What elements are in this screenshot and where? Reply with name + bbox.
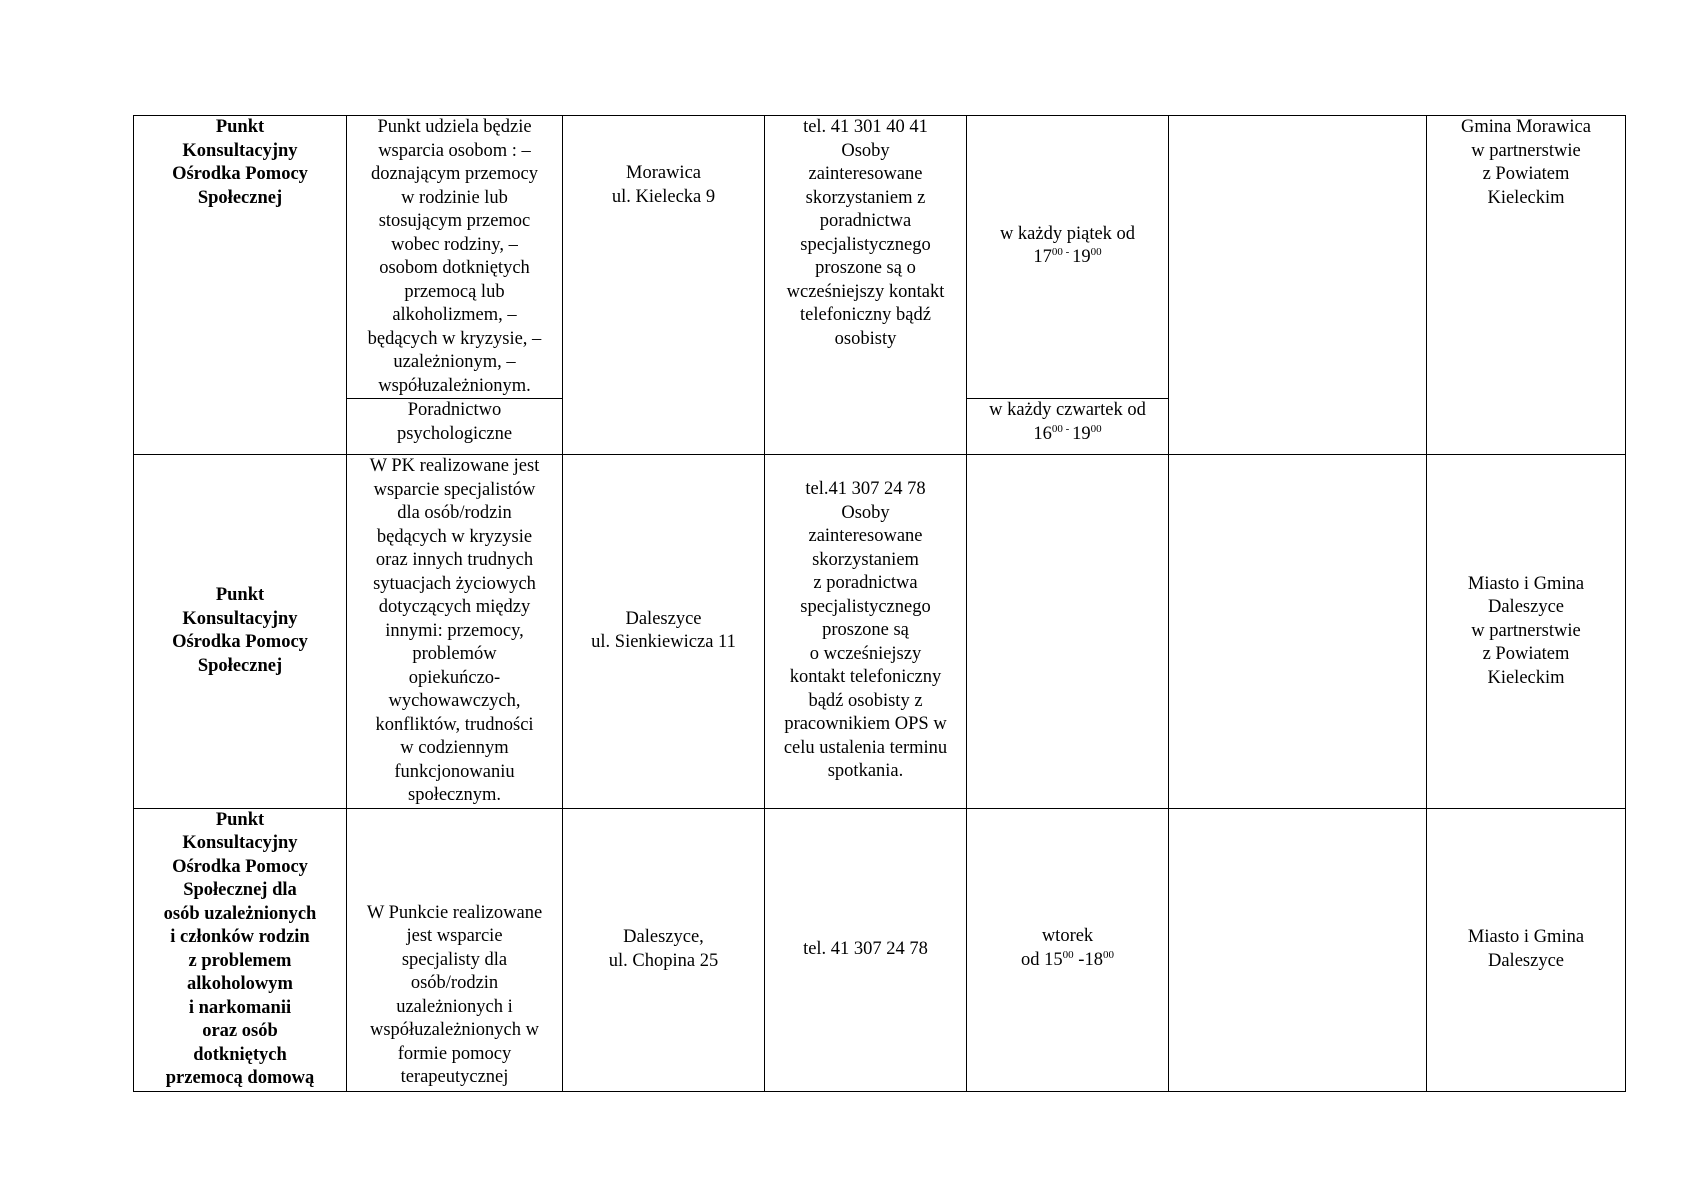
- text-line: Miasto i Gmina: [1467, 573, 1585, 594]
- text-line: innymi: przemocy,: [385, 620, 524, 641]
- services-table: [133, 115, 1626, 1092]
- text-line: dla osób/rodzin: [397, 503, 512, 523]
- text-line: Ośrodka Pomocy: [172, 632, 308, 653]
- text-line: o wcześniejszy: [809, 643, 922, 664]
- hours-from-minutes: 00: [1051, 422, 1063, 435]
- point-name-cell: [134, 116, 347, 455]
- text-line: Morawica: [626, 163, 701, 183]
- hours-separator: -: [1062, 422, 1073, 435]
- hours-label: wtorek: [1041, 926, 1094, 946]
- text-line: Punkt: [215, 117, 265, 137]
- text-line: problemów: [412, 644, 497, 664]
- text-line: formie pomocy: [397, 1043, 512, 1064]
- point-name-cell: [134, 808, 347, 1091]
- description-cell: [347, 808, 563, 1091]
- text-line: skorzystaniem z: [805, 187, 926, 208]
- text-line: spotkania.: [827, 761, 904, 781]
- hours-from: 15: [1044, 949, 1063, 970]
- hours-to-minutes: 00: [1090, 422, 1102, 435]
- contact-cell: [765, 808, 967, 1091]
- hours-separator: -: [1062, 246, 1073, 258]
- hours-from: 17: [1033, 247, 1052, 267]
- text-line: osób uzależnionych: [163, 903, 317, 924]
- text-line: bądź osobisty z: [808, 690, 923, 711]
- text-line: Ośrodka Pomocy: [172, 856, 308, 877]
- hours-from-minutes: 00: [1062, 948, 1074, 961]
- text-line: W PK realizowane jest: [369, 456, 540, 476]
- contact-cell: [765, 455, 967, 809]
- hours-separator: -: [1073, 949, 1085, 970]
- text-line: alkoholizmem, –: [392, 305, 517, 325]
- description-cell: [347, 116, 563, 399]
- hours-cell: [967, 455, 1169, 809]
- text-line: Miasto i Gmina: [1467, 927, 1585, 947]
- description-cell-2: [347, 399, 563, 455]
- text-line: proszone są o: [815, 258, 916, 278]
- text-line: alkoholowym: [187, 974, 293, 994]
- text-line: Osoby: [841, 140, 890, 161]
- hours-from-prefix: od: [1021, 949, 1045, 970]
- hours-label: w każdy czwartek od: [989, 400, 1146, 420]
- hours-from: 16: [1033, 423, 1052, 444]
- text-line: poradnictwa: [819, 211, 912, 231]
- text-line: psychologiczne: [396, 423, 513, 444]
- text-line: oraz innych trudnych: [375, 550, 534, 570]
- text-line: wsparcie specjalistów: [373, 479, 536, 500]
- text-line: społecznym.: [408, 785, 501, 805]
- text-line: Osoby: [841, 502, 890, 523]
- text-line: Ośrodka Pomocy: [172, 164, 308, 184]
- text-line: Daleszyce: [1487, 597, 1564, 617]
- text-line: ul. Chopina 25: [608, 950, 719, 971]
- hours-from-minutes: 00: [1051, 246, 1063, 258]
- text-line: Społecznej dla: [183, 880, 297, 900]
- text-line: Kieleckim: [1487, 667, 1565, 688]
- text-line: wsparcia osobom : –: [378, 140, 531, 161]
- hours-cell-2: [967, 399, 1169, 455]
- organizer-cell: [1427, 808, 1626, 1091]
- description-cell: [347, 455, 563, 809]
- hours-to: 19: [1072, 247, 1091, 267]
- text-line: Kieleckim: [1487, 187, 1565, 208]
- text-line: Społecznej: [197, 655, 283, 676]
- text-line: będących w kryzysie, –: [367, 328, 542, 349]
- text-line: współuzależnionym.: [378, 375, 531, 396]
- text-line: Gmina Morawica: [1461, 117, 1591, 137]
- text-line: osobom dotkniętych: [379, 258, 530, 278]
- point-name-cell: [134, 455, 347, 809]
- table-row: [134, 808, 1626, 1091]
- text-line: tel.41 307 24 78: [805, 479, 926, 499]
- text-line: terapeutycznej: [400, 1067, 509, 1087]
- text-line: specjalisty dla: [401, 949, 508, 970]
- hours-cell: [967, 116, 1169, 399]
- text-line: ul. Kielecka 9: [611, 186, 716, 207]
- contact-cell: [765, 116, 967, 455]
- text-line: tel. 41 301 40 41: [803, 117, 928, 137]
- text-line: specjalistycznego: [800, 234, 931, 255]
- text-line: Konsultacyjny: [182, 608, 298, 629]
- text-line: wychowawczych,: [388, 691, 521, 711]
- text-line: Daleszyce,: [623, 927, 704, 947]
- text-line: specjalistycznego: [800, 596, 931, 617]
- text-line: stosującym przemoc: [378, 211, 531, 231]
- text-line: będących w kryzysie: [376, 526, 533, 547]
- text-line: wcześniejszy kontakt: [786, 281, 945, 302]
- text-line: Daleszyce: [1487, 950, 1564, 971]
- extra-cell: [1169, 455, 1427, 809]
- text-line: skorzystaniem: [812, 549, 919, 570]
- text-line: Poradnictwo: [407, 400, 502, 420]
- text-line: dotyczących między: [378, 597, 531, 617]
- text-line: przemocą domową: [165, 1068, 315, 1088]
- text-line: współuzależnionych w: [369, 1020, 540, 1040]
- text-line: konfliktów, trudności: [375, 714, 534, 735]
- text-line: opiekuńczo-: [408, 667, 501, 688]
- text-line: osób/rodzin: [410, 973, 499, 993]
- text-line: Punkt udziela będzie: [377, 117, 532, 137]
- text-line: w partnerstwie: [1471, 620, 1581, 641]
- extra-cell: [1169, 808, 1427, 1091]
- text-line: celu ustalenia terminu: [783, 737, 948, 758]
- table-row: [134, 455, 1626, 809]
- hours-cell: [967, 808, 1169, 1091]
- text-line: proszone są: [822, 620, 909, 640]
- text-line: w rodzinie lub: [401, 187, 508, 208]
- text-line: jest wsparcie: [406, 926, 503, 946]
- hours-label: w każdy piątek od: [999, 223, 1136, 244]
- text-line: Punkt: [215, 585, 265, 606]
- text-line: zainteresowane: [808, 164, 923, 184]
- hours-to-minutes: 00: [1090, 246, 1102, 258]
- address-cell: [563, 808, 765, 1091]
- organizer-cell: [1427, 455, 1626, 809]
- text-line: z poradnictwa: [813, 573, 918, 593]
- table-row: [134, 116, 1626, 399]
- text-line: tel. 41 307 24 78: [803, 938, 928, 959]
- hours-to-minutes: 00: [1102, 948, 1114, 961]
- hours-to: 19: [1072, 423, 1091, 444]
- organizer-cell: [1427, 116, 1626, 455]
- text-line: dotkniętych: [193, 1044, 287, 1065]
- text-line: pracownikiem OPS w: [784, 714, 947, 734]
- text-line: wobec rodziny, –: [391, 234, 518, 255]
- text-line: Konsultacyjny: [182, 140, 298, 161]
- text-line: z Powiatem: [1482, 644, 1570, 664]
- text-line: W Punkcie realizowane: [366, 902, 543, 923]
- text-line: sytuacjach życiowych: [373, 573, 536, 594]
- text-line: uzależnionych i: [396, 996, 513, 1017]
- text-line: zainteresowane: [808, 526, 923, 546]
- text-line: przemocą lub: [404, 281, 505, 302]
- text-line: kontakt telefoniczny: [789, 667, 942, 687]
- text-line: telefoniczny bądź: [800, 305, 931, 325]
- text-line: z problemem: [188, 950, 292, 971]
- text-line: i członków rodzin: [170, 927, 310, 947]
- text-line: z Powiatem: [1482, 164, 1570, 184]
- text-line: Daleszyce: [625, 608, 702, 629]
- address-cell: [563, 455, 765, 809]
- text-line: doznającym przemocy: [371, 164, 538, 184]
- text-line: Konsultacyjny: [182, 833, 298, 853]
- text-line: ul. Sienkiewicza 11: [591, 632, 736, 653]
- text-line: osobisty: [834, 328, 897, 349]
- text-line: w codziennym: [400, 738, 509, 758]
- extra-cell: [1169, 116, 1427, 455]
- text-line: i narkomanii: [188, 997, 292, 1018]
- address-cell: [563, 116, 765, 455]
- text-line: Punkt: [215, 809, 265, 830]
- text-line: uzależnionym, –: [393, 352, 516, 372]
- hours-to: 18: [1084, 949, 1103, 970]
- text-line: oraz osób: [202, 1021, 278, 1041]
- text-line: funkcjonowaniu: [394, 761, 515, 782]
- text-line: w partnerstwie: [1471, 140, 1581, 161]
- text-line: Społecznej: [197, 187, 283, 208]
